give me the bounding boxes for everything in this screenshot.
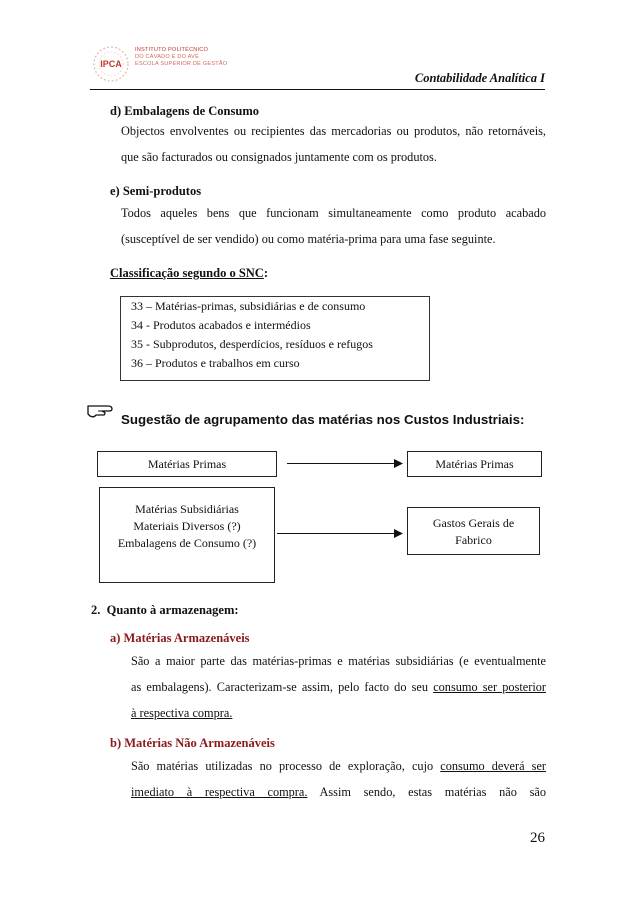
- underlined-segment: imediato à respectiva compra.: [131, 785, 308, 799]
- box-materias-primas-right: Matérias Primas: [407, 451, 542, 477]
- arrow-head-icon: [394, 459, 403, 468]
- section-e-text: [121, 200, 546, 252]
- box-materias-subsidiarias: [99, 487, 275, 583]
- text-line: (susceptível de ser vendido) ou como matéria-prima para uma fase seguinte.: [121, 232, 496, 246]
- pointing-hand-icon: [86, 400, 120, 420]
- snc-accounts-box: [120, 296, 430, 381]
- snc-account-item: 35 - Subprodutos, desperdícios, resíduos e refugos: [131, 337, 373, 351]
- text-line: [131, 700, 546, 726]
- arrow-bottom: [277, 533, 397, 534]
- snc-account-item: 34 - Produtos acabados e intermédios: [131, 318, 311, 332]
- suggestion-text: Sugestão de agrupamento das matérias nos Custos Industriais:: [121, 412, 525, 427]
- box-line: Matérias Subsidiárias: [135, 502, 239, 516]
- underlined-segment: à respectiva compra.: [131, 706, 233, 720]
- arrow-top: [287, 463, 397, 464]
- header-divider: [90, 89, 545, 90]
- logo-abbr: IPCA: [100, 59, 122, 69]
- section-2a-heading: a) Matérias Armazenáveis: [110, 631, 250, 645]
- text-line: [131, 753, 546, 779]
- text-line: que são facturados ou consignados juntamente com os produtos.: [121, 150, 437, 164]
- document-title: Contabilidade Analítica I: [414, 71, 545, 85]
- institution-name: [135, 47, 227, 69]
- box-line: Gastos Gerais de: [432, 516, 515, 530]
- institution-line: ESCOLA SUPERIOR DE GESTÃO: [135, 61, 228, 68]
- ipca-logo-mark: [92, 44, 130, 84]
- box-gastos-gerais: [407, 507, 540, 555]
- underlined-segment: consumo ser posterior: [433, 680, 546, 694]
- arrow-head-icon: [394, 529, 403, 538]
- snc-heading-text: Classificação segundo o SNC: [110, 266, 264, 280]
- section-e-heading: e) Semi-produtos: [110, 184, 202, 198]
- text-segment: as embalagens). Caracterizam-se assim, pelo facto do seu: [131, 680, 434, 694]
- snc-account-item: 36 – Produtos e trabalhos em curso: [131, 356, 300, 370]
- institution-line: DO CÁVADO E DO AVE: [135, 54, 200, 61]
- section-d-text: [121, 118, 546, 170]
- section-2b-text: [131, 753, 546, 805]
- text-line: Objectos envolventes ou recipientes das mercadorias ou produtos, não retornáveis,: [121, 124, 546, 138]
- text-segment: São matérias utilizadas no processo de exploração, cujo: [131, 759, 441, 773]
- text-segment: Assim sendo, estas matérias não são: [307, 785, 547, 799]
- section-d-heading: d) Embalagens de Consumo: [110, 104, 259, 118]
- page-number: 26: [530, 830, 545, 846]
- text-line: [131, 674, 546, 700]
- text-line: Todos aqueles bens que funcionam simultaneamente como produto acabado: [121, 206, 546, 220]
- text-line: [131, 779, 546, 805]
- section-2-heading: 2. Quanto à armazenagem:: [91, 603, 239, 617]
- snc-heading-colon: :: [263, 266, 269, 280]
- box-line: Fabrico: [455, 533, 492, 547]
- snc-heading: [110, 266, 268, 281]
- box-line: Embalagens de Consumo (?): [117, 536, 257, 550]
- snc-account-item: 33 – Matérias-primas, subsidiárias e de consumo: [131, 299, 366, 313]
- box-line: Materiais Diversos (?): [133, 519, 241, 533]
- text-line: São a maior parte das matérias-primas e matérias subsidiárias (e eventualmente: [131, 654, 546, 668]
- section-2a-text: [131, 648, 546, 726]
- box-materias-primas-left: Matérias Primas: [97, 451, 277, 477]
- section-2b-heading: b) Matérias Não Armazenáveis: [110, 736, 275, 750]
- institution-line: INSTITUTO POLITÉCNICO: [135, 47, 209, 53]
- underlined-segment: consumo deverá ser: [440, 759, 547, 773]
